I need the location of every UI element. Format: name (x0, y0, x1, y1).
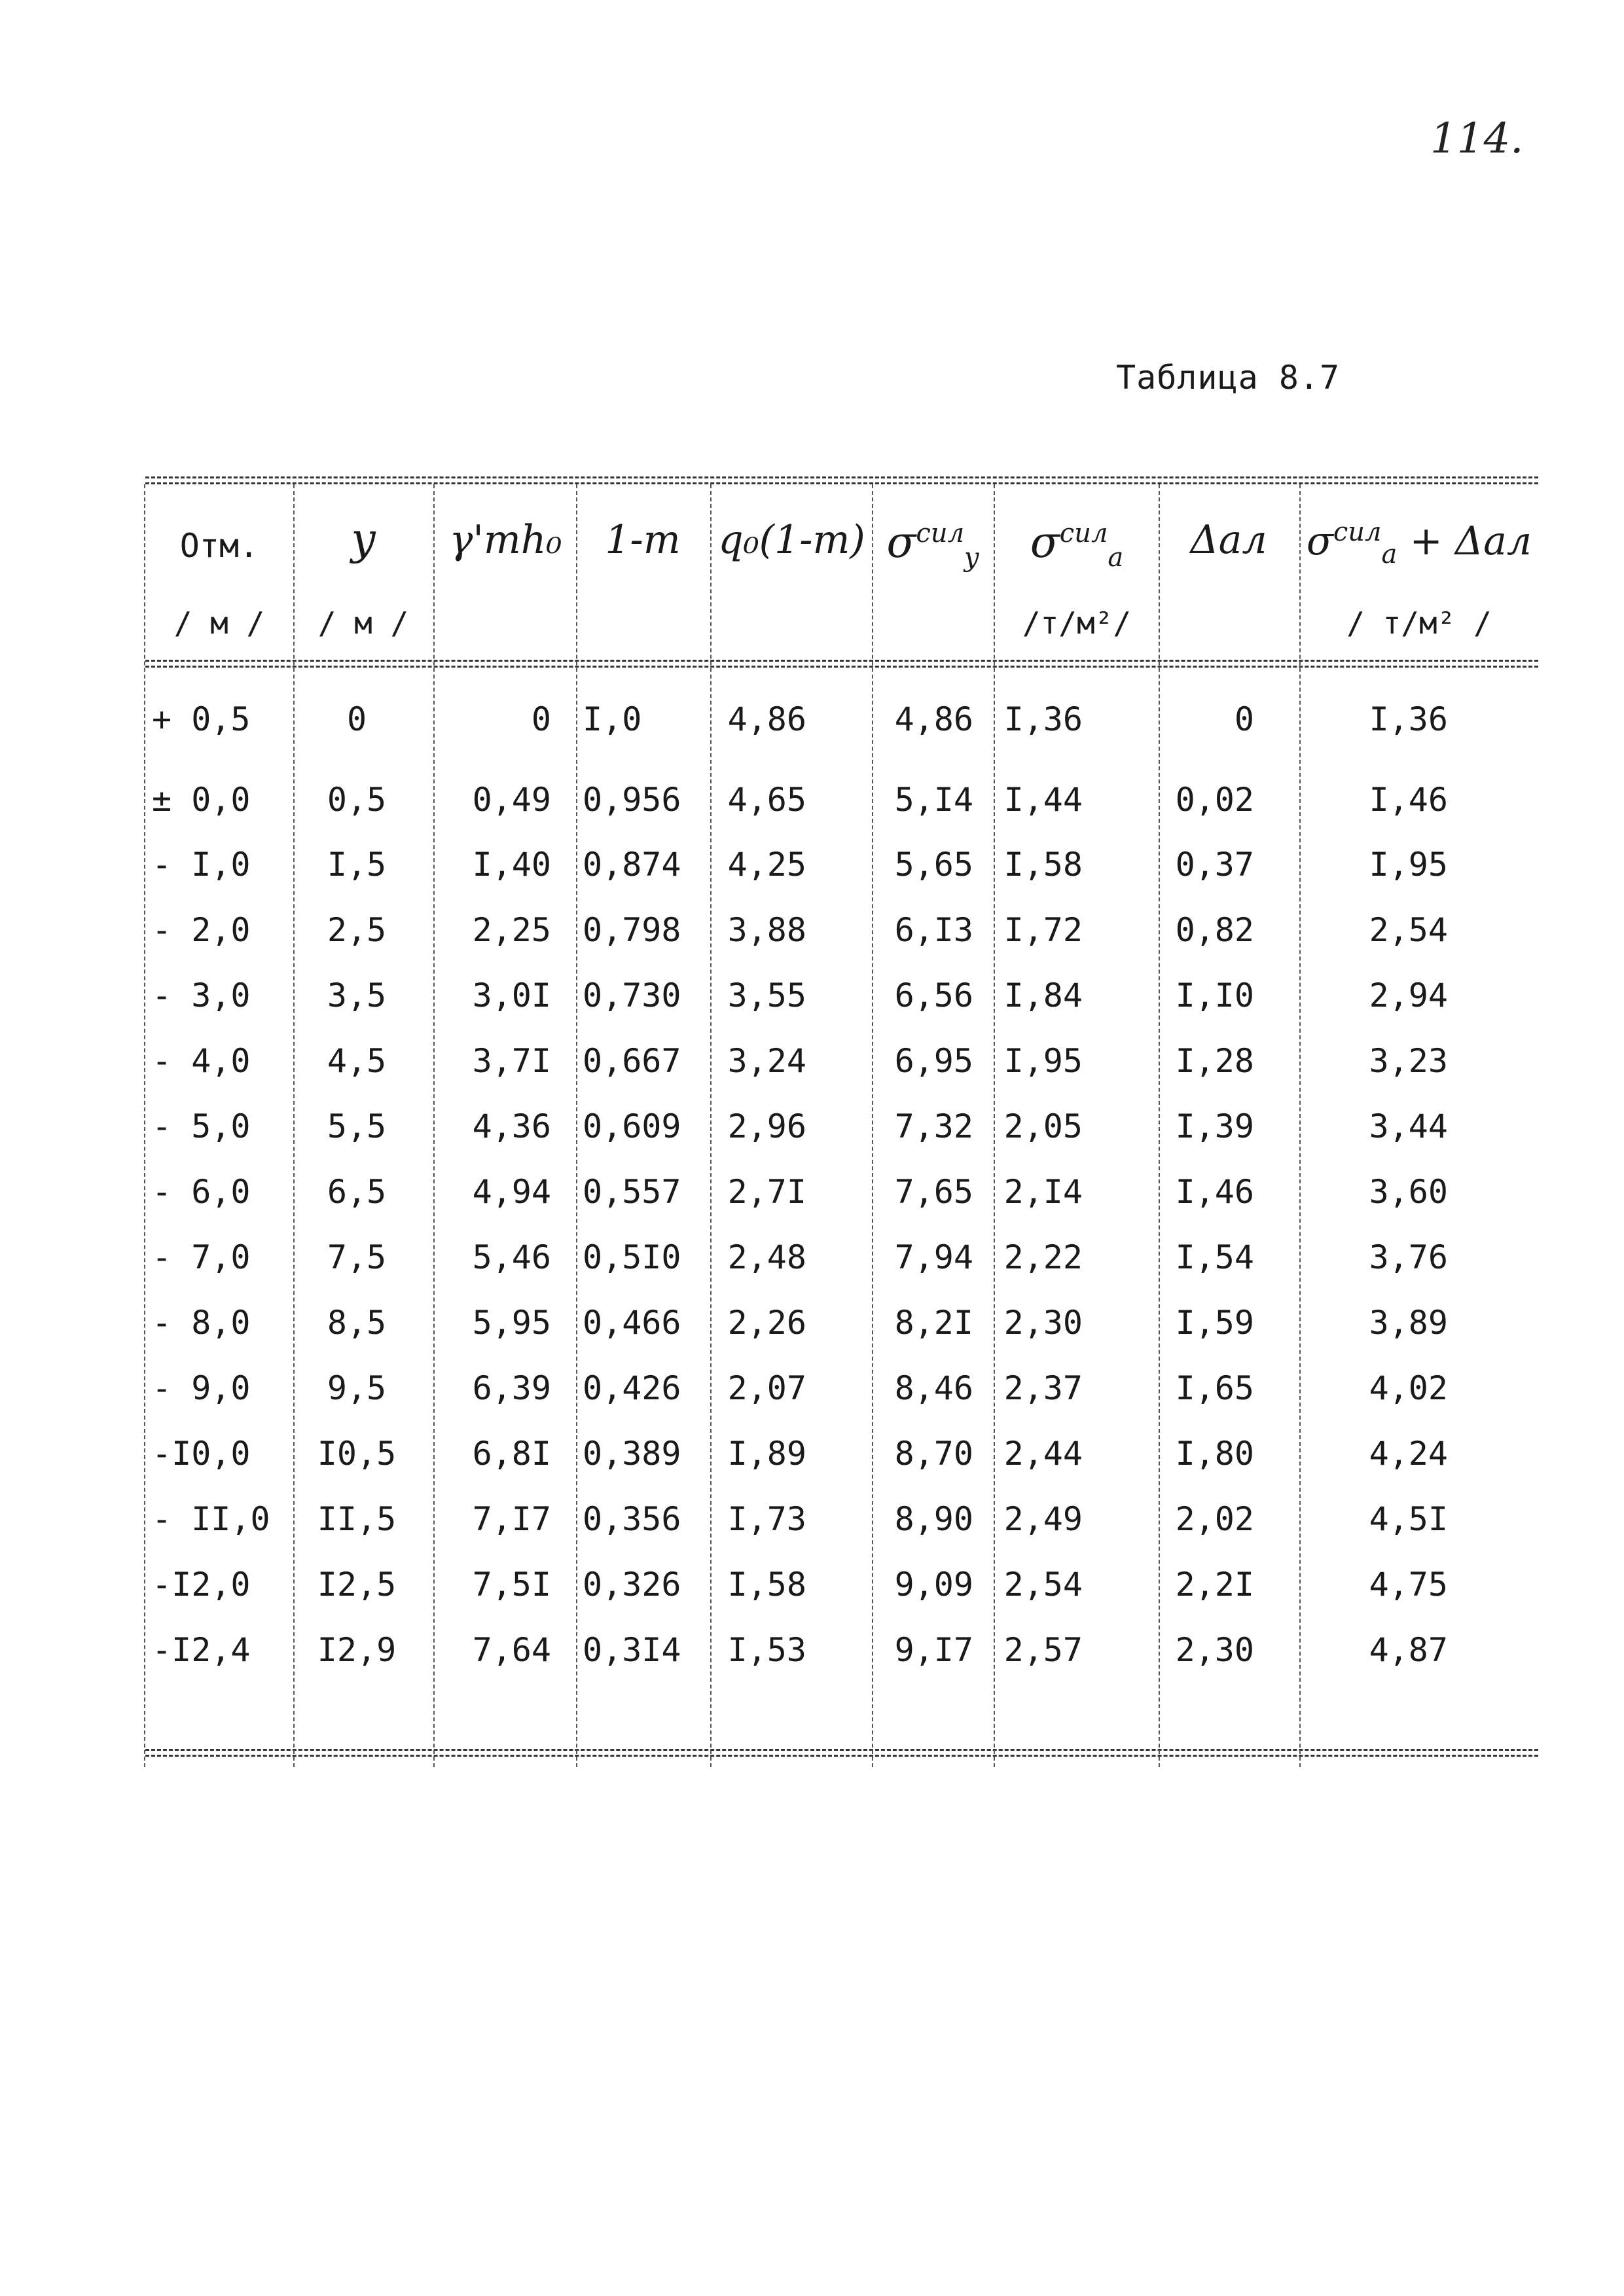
table-cell: 3,24 (727, 1042, 806, 1080)
table-cell: 6,39 (472, 1369, 551, 1407)
table-cell: 0,3I4 (583, 1631, 681, 1669)
table-cell: ± 0,0 (152, 781, 251, 819)
table-cell: 7,94 (894, 1238, 973, 1276)
table-cell: 2,30 (1003, 1304, 1083, 1342)
table-cell: II,5 (317, 1500, 397, 1538)
table-cell: 3,89 (1369, 1304, 1448, 1342)
header-bottom-rule (145, 660, 1538, 662)
table-cell: 8,90 (894, 1500, 973, 1538)
table-cell: 2,57 (1003, 1631, 1083, 1669)
header-q0: q₀(1-m) (718, 517, 865, 563)
table-cell: 3,7I (472, 1042, 551, 1080)
table-cell: 2,I4 (1003, 1173, 1083, 1211)
table-cell: 9,09 (894, 1566, 973, 1604)
table-cell: I0,5 (317, 1435, 397, 1473)
table-cell: I,36 (1369, 700, 1448, 738)
table-cell: - I,0 (152, 846, 251, 884)
table-cell: 0,02 (1175, 781, 1254, 819)
table-row (145, 1304, 1538, 1369)
table-cell: 0 (1234, 700, 1254, 738)
table-cell: I,40 (472, 846, 551, 884)
table-cell: 4,25 (727, 846, 806, 884)
table-cell: I,0 (583, 700, 642, 738)
table-cell: 5,5 (327, 1107, 387, 1145)
header-sum-unit: / т/м² / (1346, 605, 1492, 641)
table-cell: I,59 (1175, 1304, 1254, 1342)
table-cell: - II,0 (152, 1500, 270, 1538)
table-cell: I,95 (1003, 1042, 1083, 1080)
table-row (145, 1369, 1538, 1435)
table-cell: 0,326 (583, 1566, 681, 1604)
table-cell: 3,0I (472, 977, 551, 1014)
table-cell: 4,87 (1369, 1631, 1448, 1669)
table-row (145, 1173, 1538, 1238)
table-cell: 7,5 (327, 1238, 387, 1276)
table-cell: 0,37 (1175, 846, 1254, 884)
table-cell: 2,5 (327, 911, 387, 949)
table-cell: 0,874 (583, 846, 681, 884)
table-cell: 3,76 (1369, 1238, 1448, 1276)
table-cell: 0,389 (583, 1435, 681, 1473)
header-otm-unit: / м / (173, 605, 265, 641)
table-cell: 3,23 (1369, 1042, 1448, 1080)
table-row (145, 1435, 1538, 1500)
table-row (145, 977, 1538, 1042)
table-cell: 7,I7 (472, 1500, 551, 1538)
table-cell: 0,609 (583, 1107, 681, 1145)
table-cell: 2,94 (1369, 977, 1448, 1014)
table-cell: I,53 (727, 1631, 806, 1669)
table-cell: 5,95 (472, 1304, 551, 1342)
table-cell: 2,48 (727, 1238, 806, 1276)
table-cell: 4,75 (1369, 1566, 1448, 1604)
table-cell: 3,55 (727, 977, 806, 1014)
table-cell: -I2,4 (152, 1631, 251, 1669)
sigma-symbol: σ (886, 517, 916, 567)
table-cell: I,I0 (1175, 977, 1254, 1014)
table-cell: 7,64 (472, 1631, 551, 1669)
table-cell: 6,56 (894, 977, 973, 1014)
sigma-superscript: сил (1333, 517, 1382, 547)
table-cell: - 5,0 (152, 1107, 251, 1145)
table-cell: I,84 (1003, 977, 1083, 1014)
table-cell: 0 (346, 700, 367, 738)
table-cell: 0,557 (583, 1173, 681, 1211)
table-row (145, 1107, 1538, 1173)
table-cell: 8,5 (327, 1304, 387, 1342)
table-cell: 2,2I (1175, 1566, 1254, 1604)
table-cell: - 8,0 (152, 1304, 251, 1342)
sigma-symbol: σ (1306, 518, 1333, 564)
table-cell: I,5 (327, 846, 387, 884)
header-sum (1301, 517, 1537, 569)
table-cell: 6,I3 (894, 911, 973, 949)
table-cell: 0,82 (1175, 911, 1254, 949)
table-cell: 0,5I0 (583, 1238, 681, 1276)
table-cell: 2,49 (1003, 1500, 1083, 1538)
table-cell: I,58 (727, 1566, 806, 1604)
table-cell: I,46 (1369, 781, 1448, 819)
table-cell: -I2,0 (152, 1566, 251, 1604)
table-cell: 3,5 (327, 977, 387, 1014)
sigma-symbol: σ (1030, 517, 1060, 567)
table-cell: - 9,0 (152, 1369, 251, 1407)
table-cell: 0,466 (583, 1304, 681, 1342)
table-cell: 2,22 (1003, 1238, 1083, 1276)
table-cell: 4,24 (1369, 1435, 1448, 1473)
table-row (145, 846, 1538, 911)
sigma-subscript: a (1381, 539, 1398, 569)
table-cell: I,36 (1003, 700, 1083, 738)
sigma-superscript: сил (916, 518, 965, 548)
table-cell: 2,30 (1175, 1631, 1254, 1669)
table-cell: 2,26 (727, 1304, 806, 1342)
table-cell: 0,49 (472, 781, 551, 819)
table-cell: 4,86 (894, 700, 973, 738)
table-cell: 7,5I (472, 1566, 551, 1604)
table-cell: I,80 (1175, 1435, 1254, 1473)
table-cell: 2,02 (1175, 1500, 1254, 1538)
table-cell: I,39 (1175, 1107, 1254, 1145)
table-cell: I,89 (727, 1435, 806, 1473)
sigma-subscript: a (1108, 543, 1124, 573)
table-cell: 5,65 (894, 846, 973, 884)
table-cell: 4,94 (472, 1173, 551, 1211)
table-cell: 0,5 (327, 781, 387, 819)
header-delta-a: Δaл (1190, 517, 1267, 563)
table-title: Таблица 8.7 (1116, 359, 1341, 397)
table-cell: 6,5 (327, 1173, 387, 1211)
table-cell: 9,5 (327, 1369, 387, 1407)
table-row (145, 1042, 1538, 1107)
table-cell: - 4,0 (152, 1042, 251, 1080)
table-cell: 4,5 (327, 1042, 387, 1080)
table-cell: I2,5 (317, 1566, 397, 1604)
table-cell: 7,32 (894, 1107, 973, 1145)
table-cell: 6,95 (894, 1042, 973, 1080)
table-cell: 2,44 (1003, 1435, 1083, 1473)
table-cell: - 3,0 (152, 977, 251, 1014)
table-cell: 2,25 (472, 911, 551, 949)
table-cell: 9,I7 (894, 1631, 973, 1669)
table-row (145, 700, 1538, 766)
table-cell: 2,54 (1369, 911, 1448, 949)
header-one-minus-m: 1-m (605, 517, 681, 563)
header-y: y (351, 514, 376, 564)
table-cell: 6,8I (472, 1435, 551, 1473)
header-y-unit: / м / (317, 605, 409, 641)
table-cell: 0,798 (583, 911, 681, 949)
table-cell: 0 (531, 700, 551, 738)
table-cell: 8,2I (894, 1304, 973, 1342)
table-cell: 0,356 (583, 1500, 681, 1538)
header-gamma-mh: γ'mh₀ (449, 517, 562, 563)
page-number: 114. (1430, 115, 1524, 163)
table-cell: I,65 (1175, 1369, 1254, 1407)
table-bottom-rule (145, 1749, 1538, 1751)
sigma-subscript: y (964, 543, 979, 573)
table-cell: I,44 (1003, 781, 1083, 819)
table-cell: 3,44 (1369, 1107, 1448, 1145)
table-cell: I,46 (1175, 1173, 1254, 1211)
table-row (145, 1631, 1538, 1696)
table-cell: I,72 (1003, 911, 1083, 949)
table-cell: 3,88 (727, 911, 806, 949)
table-cell: 5,I4 (894, 781, 973, 819)
table-row (145, 1566, 1538, 1631)
table-cell: I,95 (1369, 846, 1448, 884)
table-cell: 2,96 (727, 1107, 806, 1145)
table-cell: 2,7I (727, 1173, 806, 1211)
sigma-superscript: сил (1059, 518, 1108, 548)
table-row (145, 1500, 1538, 1566)
table-cell: 4,5I (1369, 1500, 1448, 1538)
table-cell: 2,07 (727, 1369, 806, 1407)
table-cell: 2,54 (1003, 1566, 1083, 1604)
table-cell: 8,46 (894, 1369, 973, 1407)
table-cell: 4,86 (727, 700, 806, 738)
header-sigma-a-unit: /т/м²/ (1022, 605, 1132, 641)
sum-suffix: + Δaл (1409, 518, 1532, 564)
table-cell: 0,956 (583, 781, 681, 819)
table-cell: I2,9 (317, 1631, 397, 1669)
table-cell: -I0,0 (152, 1435, 251, 1473)
header-sigma-y (874, 517, 992, 573)
table-cell: 3,60 (1369, 1173, 1448, 1211)
table-cell: 0,730 (583, 977, 681, 1014)
table-cell: I,28 (1175, 1042, 1254, 1080)
table-cell: 2,37 (1003, 1369, 1083, 1407)
table-cell: 4,02 (1369, 1369, 1448, 1407)
table-cell: 4,65 (727, 781, 806, 819)
header-otm: Отм. (179, 527, 259, 565)
table-row (145, 781, 1538, 846)
table-row (145, 911, 1538, 977)
header-sigma-a (995, 517, 1159, 573)
table-top-rule (145, 476, 1538, 478)
table-cell: I,73 (727, 1500, 806, 1538)
table-cell: + 0,5 (152, 700, 251, 738)
table-row (145, 1238, 1538, 1304)
table-cell: 0,667 (583, 1042, 681, 1080)
table-cell: - 6,0 (152, 1173, 251, 1211)
table-cell: - 7,0 (152, 1238, 251, 1276)
table-cell: 7,65 (894, 1173, 973, 1211)
table-cell: I,54 (1175, 1238, 1254, 1276)
table-cell: 0,426 (583, 1369, 681, 1407)
table-cell: 4,36 (472, 1107, 551, 1145)
table-cell: - 2,0 (152, 911, 251, 949)
table-cell: 8,70 (894, 1435, 973, 1473)
table-cell: 5,46 (472, 1238, 551, 1276)
table-cell: I,58 (1003, 846, 1083, 884)
table-cell: 2,05 (1003, 1107, 1083, 1145)
